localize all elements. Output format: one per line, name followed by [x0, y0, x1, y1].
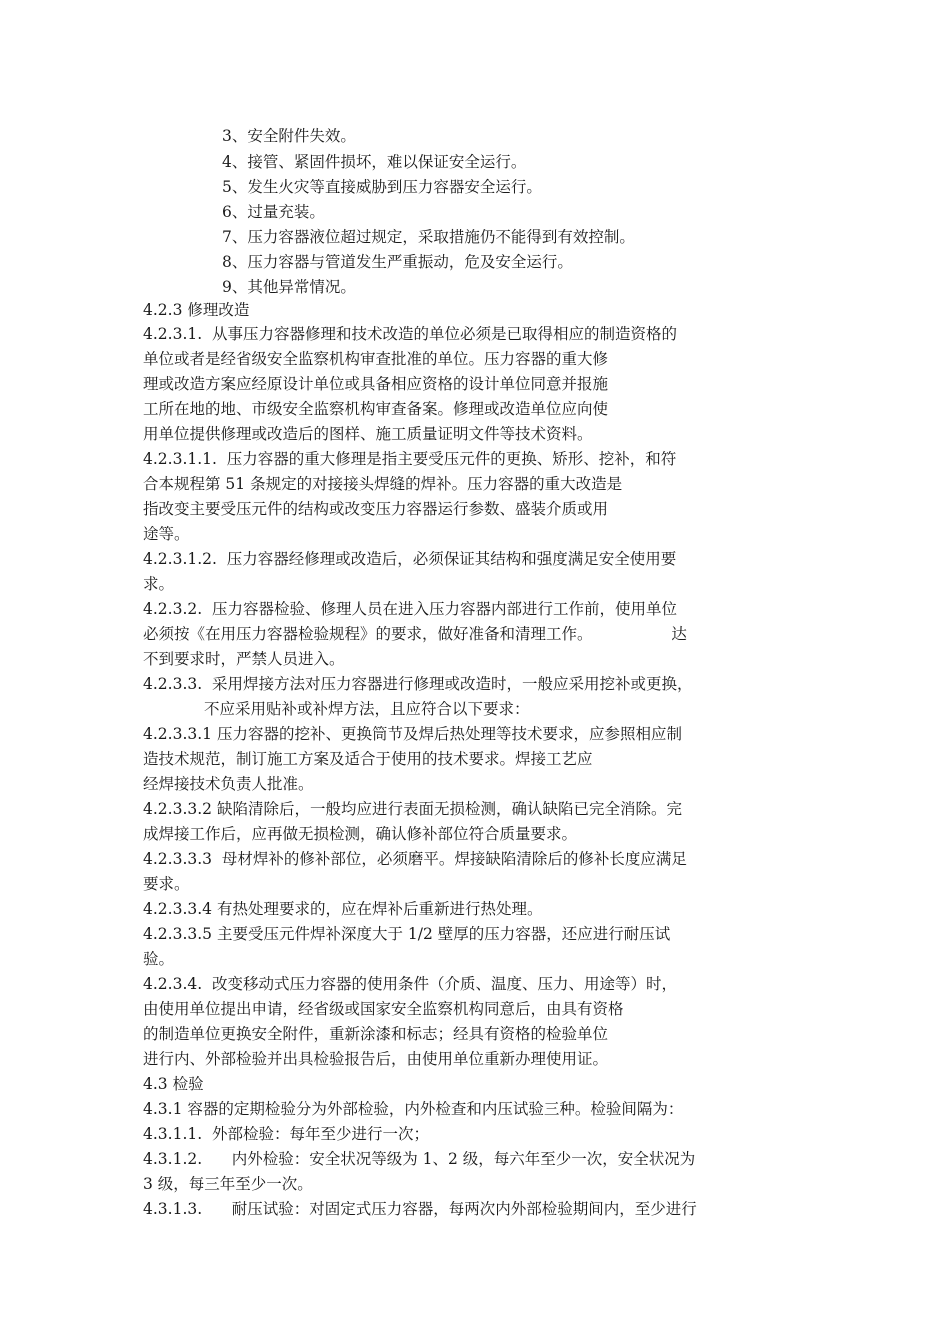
text-line: 不到要求时，严禁人员进入。: [143, 650, 345, 668]
text-line: 单位或者是经省级安全监察机构审查批准的单位。压力容器的重大修: [143, 350, 609, 368]
text-line: 4.2.3.4. 改变移动式压力容器的使用条件（介质、温度、压力、用途等）时，: [143, 975, 678, 993]
text-line: 5、发生火灾等直接威胁到压力容器安全运行。: [222, 178, 542, 196]
section-heading: 4.2.3 修理改造: [143, 301, 250, 319]
text-line: 4.2.3.3.5 主要受压元件焊补深度大于 1/2 壁厚的压力容器，还应进行耐压试: [143, 925, 671, 943]
text-line: 指改变主要受压元件的结构或改变压力容器运行参数、盛装介质或用: [143, 500, 609, 518]
text-line: 要求。: [143, 875, 190, 893]
text-line: 由使用单位提出申请，经省级或国家安全监察机构同意后，由具有资格: [143, 1000, 624, 1018]
text-line: 4.2.3.3. 采用焊接方法对压力容器进行修理或改造时，一般应采用挖补或更换，: [143, 675, 693, 693]
text-line: 9、其他异常情况。: [222, 278, 356, 296]
text-line: 工所在地的地、市级安全监察机构审查备案。修理或改造单位应向使: [143, 400, 609, 418]
text-line: 经焊接技术负责人批准。: [143, 775, 314, 793]
text-line: 3 级，每三年至少一次。: [143, 1175, 313, 1193]
text-line: 8、压力容器与管道发生严重振动，危及安全运行。: [222, 253, 573, 271]
text-line: 不应采用贴补或补焊方法，且应符合以下要求：: [204, 700, 530, 718]
text-line: 成焊接工作后，应再做无损检测，确认修补部位符合质量要求。: [143, 825, 578, 843]
text-line: 4.3.1.1. 外部检验：每年至少进行一次；: [143, 1125, 430, 1143]
text-line: 4.3.1.2. 内外检验：安全状况等级为 1、2 级，每六年至少一次，安全状况为: [143, 1150, 696, 1168]
text-line: 4.2.3.3.4 有热处理要求的，应在焊补后重新进行热处理。: [143, 900, 543, 918]
text-line: 4.2.3.3.3 母材焊补的修补部位，必须磨平。焊接缺陷清除后的修补长度应满足: [143, 850, 687, 868]
text-line: 6、过量充装。: [222, 203, 325, 221]
text-line: 4.3.1.3. 耐压试验：对固定式压力容器，每两次内外部检验期间内，至少进行: [143, 1200, 697, 1218]
text-line: 进行内、外部检验并出具检验报告后，由使用单位重新办理使用证。: [143, 1050, 609, 1068]
text-line: 用单位提供修理或改造后的图样、施工质量证明文件等技术资料。: [143, 425, 593, 443]
text-line: 4、接管、紧固件损坏，难以保证安全运行。: [222, 153, 527, 171]
text-line: 4.2.3.1.1. 压力容器的重大修理是指主要受压元件的更换、矫形、挖补，和符: [143, 450, 677, 468]
text-line: 4.2.3.3.1 压力容器的挖补、更换筒节及焊后热处理等技术要求，应参照相应制: [143, 725, 682, 743]
text-line: 4.3.1 容器的定期检验分为外部检验，内外检查和内压试验三种。检验间隔为：: [143, 1100, 684, 1118]
text-line: 4.2.3.1.2. 压力容器经修理或改造后，必须保证其结构和强度满足安全使用要: [143, 550, 677, 568]
text-line: 必须按《在用压力容器检验规程》的要求，做好准备和清理工作。 达: [143, 625, 687, 643]
text-line: 4.2.3.3.2 缺陷清除后，一般均应进行表面无损检测，确认缺陷已完全消除。完: [143, 800, 682, 818]
text-line: 求。: [143, 575, 175, 593]
text-line: 途等。: [143, 525, 190, 543]
text-line: 的制造单位更换安全附件，重新涂漆和标志；经具有资格的检验单位: [143, 1025, 609, 1043]
text-line: 4.2.3.2. 压力容器检验、修理人员在进入压力容器内部进行工作前，使用单位: [143, 600, 678, 618]
text-line: 造技术规范，制订施工方案及适合于使用的技术要求。焊接工艺应: [143, 750, 593, 768]
text-line: 7、压力容器液位超过规定，采取措施仍不能得到有效控制。: [222, 228, 635, 246]
text-line: 4.2.3.1. 从事压力容器修理和技术改造的单位必须是已取得相应的制造资格的: [143, 325, 678, 343]
text-line: 理或改造方案应经原设计单位或具备相应资格的设计单位同意并报施: [143, 375, 609, 393]
text-line: 合本规程第 51 条规定的对接接头焊缝的焊补。压力容器的重大改造是: [143, 475, 623, 493]
text-line: 3、安全附件失效。: [222, 127, 356, 145]
section-heading: 4.3 检验: [143, 1075, 204, 1093]
text-line: 验。: [143, 950, 175, 968]
